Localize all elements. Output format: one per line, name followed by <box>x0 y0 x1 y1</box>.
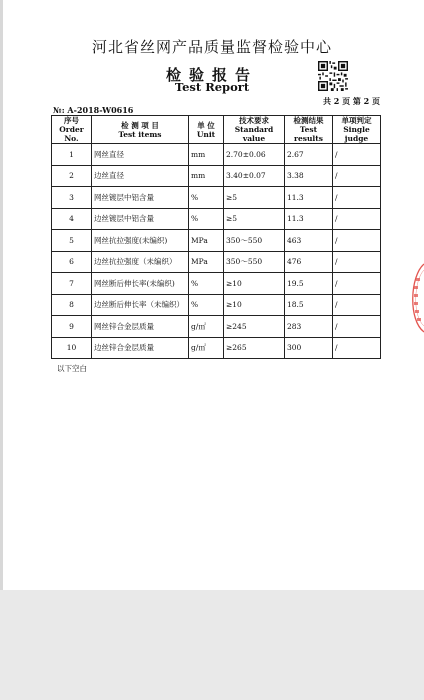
cell-order-no: 5 <box>52 230 92 252</box>
qr-code-icon <box>318 61 348 91</box>
cell-unit: MPa <box>189 230 224 252</box>
cell-test-result: 11.3 <box>285 187 333 209</box>
cell-standard-value: 350～550 <box>224 251 285 273</box>
header-unit: 单 位 Unit <box>189 116 224 144</box>
cell-single-judge: / <box>333 208 381 230</box>
cell-unit: % <box>189 208 224 230</box>
cell-unit: mm <box>189 165 224 187</box>
cell-unit: MPa <box>189 251 224 273</box>
cell-unit: % <box>189 187 224 209</box>
cell-standard-value: ≥5 <box>224 208 285 230</box>
cell-standard-value: 350～550 <box>224 230 285 252</box>
red-seal-stamp <box>404 262 424 334</box>
cell-standard-value: ≥10 <box>224 294 285 316</box>
table-row <box>52 294 381 316</box>
cell-test-result: 19.5 <box>285 273 333 295</box>
header-single-judge: 单项判定 Single judge <box>333 116 381 144</box>
cell-test-item: 边丝直径 <box>92 165 189 187</box>
cell-order-no: 10 <box>52 337 92 359</box>
cell-test-item: 边丝锌合金层质量 <box>92 337 189 359</box>
cell-single-judge: / <box>333 187 381 209</box>
header-test-items: 检 测 项 目 Test items <box>92 116 189 144</box>
cell-order-no: 8 <box>52 294 92 316</box>
header-order-no: 序号 Order No. <box>52 116 92 144</box>
cell-unit: mm <box>189 144 224 166</box>
cell-test-item: 网丝直径 <box>92 144 189 166</box>
cell-order-no: 6 <box>52 251 92 273</box>
cell-unit: % <box>189 273 224 295</box>
cell-single-judge: / <box>333 273 381 295</box>
table-row <box>52 144 381 166</box>
cell-test-item: 网丝断后伸长率(未编织) <box>92 273 189 295</box>
cell-test-result: 476 <box>285 251 333 273</box>
cell-single-judge: / <box>333 294 381 316</box>
cell-standard-value: ≥10 <box>224 273 285 295</box>
cell-test-result: 18.5 <box>285 294 333 316</box>
cell-unit: % <box>189 294 224 316</box>
cell-test-item: 网丝镀层中铝含量 <box>92 187 189 209</box>
header-standard-value: 技术要求 Standard value <box>224 116 285 144</box>
table-header-row <box>52 116 381 144</box>
table-row <box>52 208 381 230</box>
page-info: 共 2 页 第 2 页 <box>322 96 380 106</box>
cell-test-item: 网丝锌合金层质量 <box>92 316 189 338</box>
cell-single-judge: / <box>333 144 381 166</box>
cell-test-result: 300 <box>285 337 333 359</box>
cell-test-result: 11.3 <box>285 208 333 230</box>
cell-single-judge: / <box>333 230 381 252</box>
following-blank-note: 以下空白 <box>57 364 87 373</box>
cell-standard-value: 3.40±0.07 <box>224 165 285 187</box>
table-row <box>52 316 381 338</box>
table-row <box>52 251 381 273</box>
table-row <box>52 187 381 209</box>
cell-test-item: 网丝抗拉强度(未编织) <box>92 230 189 252</box>
cell-order-no: 2 <box>52 165 92 187</box>
organization-name: 河北省丝网产品质量监督检验中心 <box>91 38 332 56</box>
cell-order-no: 9 <box>52 316 92 338</box>
test-results-table <box>51 115 381 359</box>
cell-standard-value: ≥265 <box>224 337 285 359</box>
cell-single-judge: / <box>333 337 381 359</box>
cell-unit: g/㎡ <box>189 316 224 338</box>
report-title-cn: 检验报告 <box>165 66 258 84</box>
table-row <box>52 273 381 295</box>
cell-test-result: 283 <box>285 316 333 338</box>
cell-test-result: 2.67 <box>285 144 333 166</box>
cell-single-judge: / <box>333 165 381 187</box>
cell-test-item: 边丝镀层中铝含量 <box>92 208 189 230</box>
cell-unit: g/㎡ <box>189 337 224 359</box>
cell-test-item: 边丝抗拉强度（未编织） <box>92 251 189 273</box>
cell-standard-value: ≥245 <box>224 316 285 338</box>
cell-single-judge: / <box>333 251 381 273</box>
cell-test-result: 463 <box>285 230 333 252</box>
cell-order-no: 3 <box>52 187 92 209</box>
cell-test-result: 3.38 <box>285 165 333 187</box>
cell-test-item: 边丝断后伸长率（未编织） <box>92 294 189 316</box>
table-row <box>52 230 381 252</box>
table-row <box>52 165 381 187</box>
cell-standard-value: ≥5 <box>224 187 285 209</box>
report-title-en: Test Report <box>174 80 250 94</box>
header-test-results: 检测结果 Test results <box>285 116 333 144</box>
document-number: №: A-2018-W0616 <box>53 105 134 115</box>
table-row <box>52 337 381 359</box>
cell-order-no: 1 <box>52 144 92 166</box>
cell-order-no: 7 <box>52 273 92 295</box>
cell-standard-value: 2.70±0.06 <box>224 144 285 166</box>
cell-single-judge: / <box>333 316 381 338</box>
cell-order-no: 4 <box>52 208 92 230</box>
